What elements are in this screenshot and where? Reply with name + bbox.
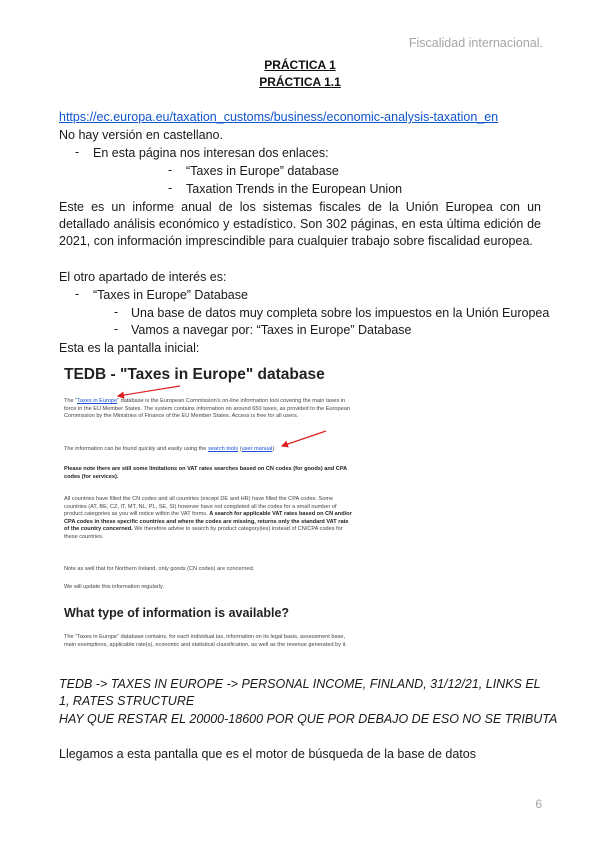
document-header: Fiscalidad internacional. — [408, 36, 543, 50]
tedb-paragraph-6: We will update this information regularly. — [64, 584, 164, 590]
search-tools-link[interactable]: search tools — [207, 446, 239, 452]
paragraph-informe: Este es un informe anual de los sistemas fiscales de la Unión Europea con un detallado análisis económico y estadístico. Son 302 páginas, en esta última edición de 2021, con información imprescindible para cualquier trabajo sobre fiscalidad europea. — [59, 200, 541, 248]
what-info-heading: What type of information is available? — [64, 606, 290, 620]
sub-bullet-navegar: Vamos a navegar por: “Taxes in Europe” Database — [131, 323, 412, 337]
p2-mid: ( — [238, 446, 242, 452]
tedb-paragraph-7: The “Taxes in Europe” database contains, for each individual tax, information on its legal basis, assessment base, main exemptions, applicable rate(s), economic and statistical classification, as well as the revenue generated by it. — [64, 634, 347, 648]
p1-post: ” database is the European Commission's on-line information tool covering the main taxes in force in the EU Member States. The system contains information on around 650 taxes, as provided to the European Commission by the Ministries of Finance of the EU Member States. Access is free for all users. — [64, 398, 350, 420]
italic-note: HAY QUE RESTAR EL 20000-18600 POR QUE POR DEBAJO DE ESO NO SE TRIBUTA — [59, 712, 558, 726]
sub-bullet-dash: - — [114, 305, 119, 319]
title-practica-1: PRÁCTICA 1 — [264, 58, 336, 72]
tedb-paragraph-3: Please note there are still some limitations on VAT rates searches based on CN codes (for goods) and CPA codes (for services). — [64, 466, 347, 480]
p2-pre: The information can be found quickly and easily using the — [64, 446, 208, 452]
arrow-taxes-in-europe-icon — [118, 386, 180, 396]
arrow-search-tools-icon — [282, 431, 326, 446]
bullet-dash: - — [75, 145, 80, 159]
url-link[interactable]: https://ec.europa.eu/taxation_customs/business/economic-analysis-taxation_en — [59, 110, 499, 124]
sub-bullet-dash: - — [114, 322, 119, 336]
other-section-text: El otro apartado de interés es: — [59, 270, 227, 284]
sub-bullet-taxation-trends: Taxation Trends in the European Union — [186, 182, 403, 196]
annotation-arrows — [60, 362, 360, 664]
p4-normal: All countries have filled the CN codes and all countries (except DE and HR) have filled the CPA codes. Some countries (AT, BE, CZ, IT, MT, NL, PL, SE, SI) however have not completed all the codes for a small number of product categories as you will notice within the VAT forms. — [64, 496, 337, 518]
tedb-title: TEDB - "Taxes in Europe" database — [64, 366, 325, 383]
bullet-dash: - — [75, 287, 80, 301]
italic-navigation-path: TEDB -> TAXES IN EUROPE -> PERSONAL INCOME, FINLAND, 31/12/21, LINKS EL 1, RATES STRUCTURE — [59, 677, 541, 708]
sub-bullet-dash: - — [168, 163, 173, 177]
initial-screen-text: Esta es la pantalla inicial: — [59, 341, 200, 355]
no-version-text: No hay versión en castellano. — [59, 128, 223, 142]
title-practica-1-1: PRÁCTICA 1.1 — [259, 75, 341, 89]
embedded-screenshot — [60, 362, 360, 664]
last-line-text: Llegamos a esta pantalla que es el motor de búsqueda de la base de datos — [59, 747, 476, 761]
bullet-intro: En esta página nos interesan dos enlaces: — [93, 146, 329, 160]
taxes-in-europe-link[interactable]: Taxes in Europe — [77, 398, 118, 404]
taxation-link[interactable] — [59, 109, 498, 126]
page-number: 6 — [535, 797, 542, 811]
sub-bullet-base-datos: Una base de datos muy completa sobre los impuestos en la Unión Europea — [131, 306, 550, 320]
p4-tail: We therefore advise to search by product category(ies) instead of CN/CPA codes for these countries. — [64, 526, 343, 540]
sub-bullet-dash: - — [168, 181, 173, 195]
bullet-database: “Taxes in Europe” Database — [93, 288, 248, 302]
p2-post: ). — [272, 446, 276, 452]
tedb-paragraph-5: Note as well that for Northern Ireland, only goods (CN codes) are concerned. — [64, 566, 255, 572]
p1-pre: The “ — [64, 398, 78, 404]
sub-bullet-taxes-in-europe: “Taxes in Europe” database — [186, 164, 339, 178]
p4-bold: A search for applicable VAT rates based on CN and/or CPA codes in these specific countries and where the codes are missing, returns only the standard VAT rate of the country concerned. — [64, 511, 352, 533]
user-manual-link[interactable]: user manual — [241, 446, 273, 452]
